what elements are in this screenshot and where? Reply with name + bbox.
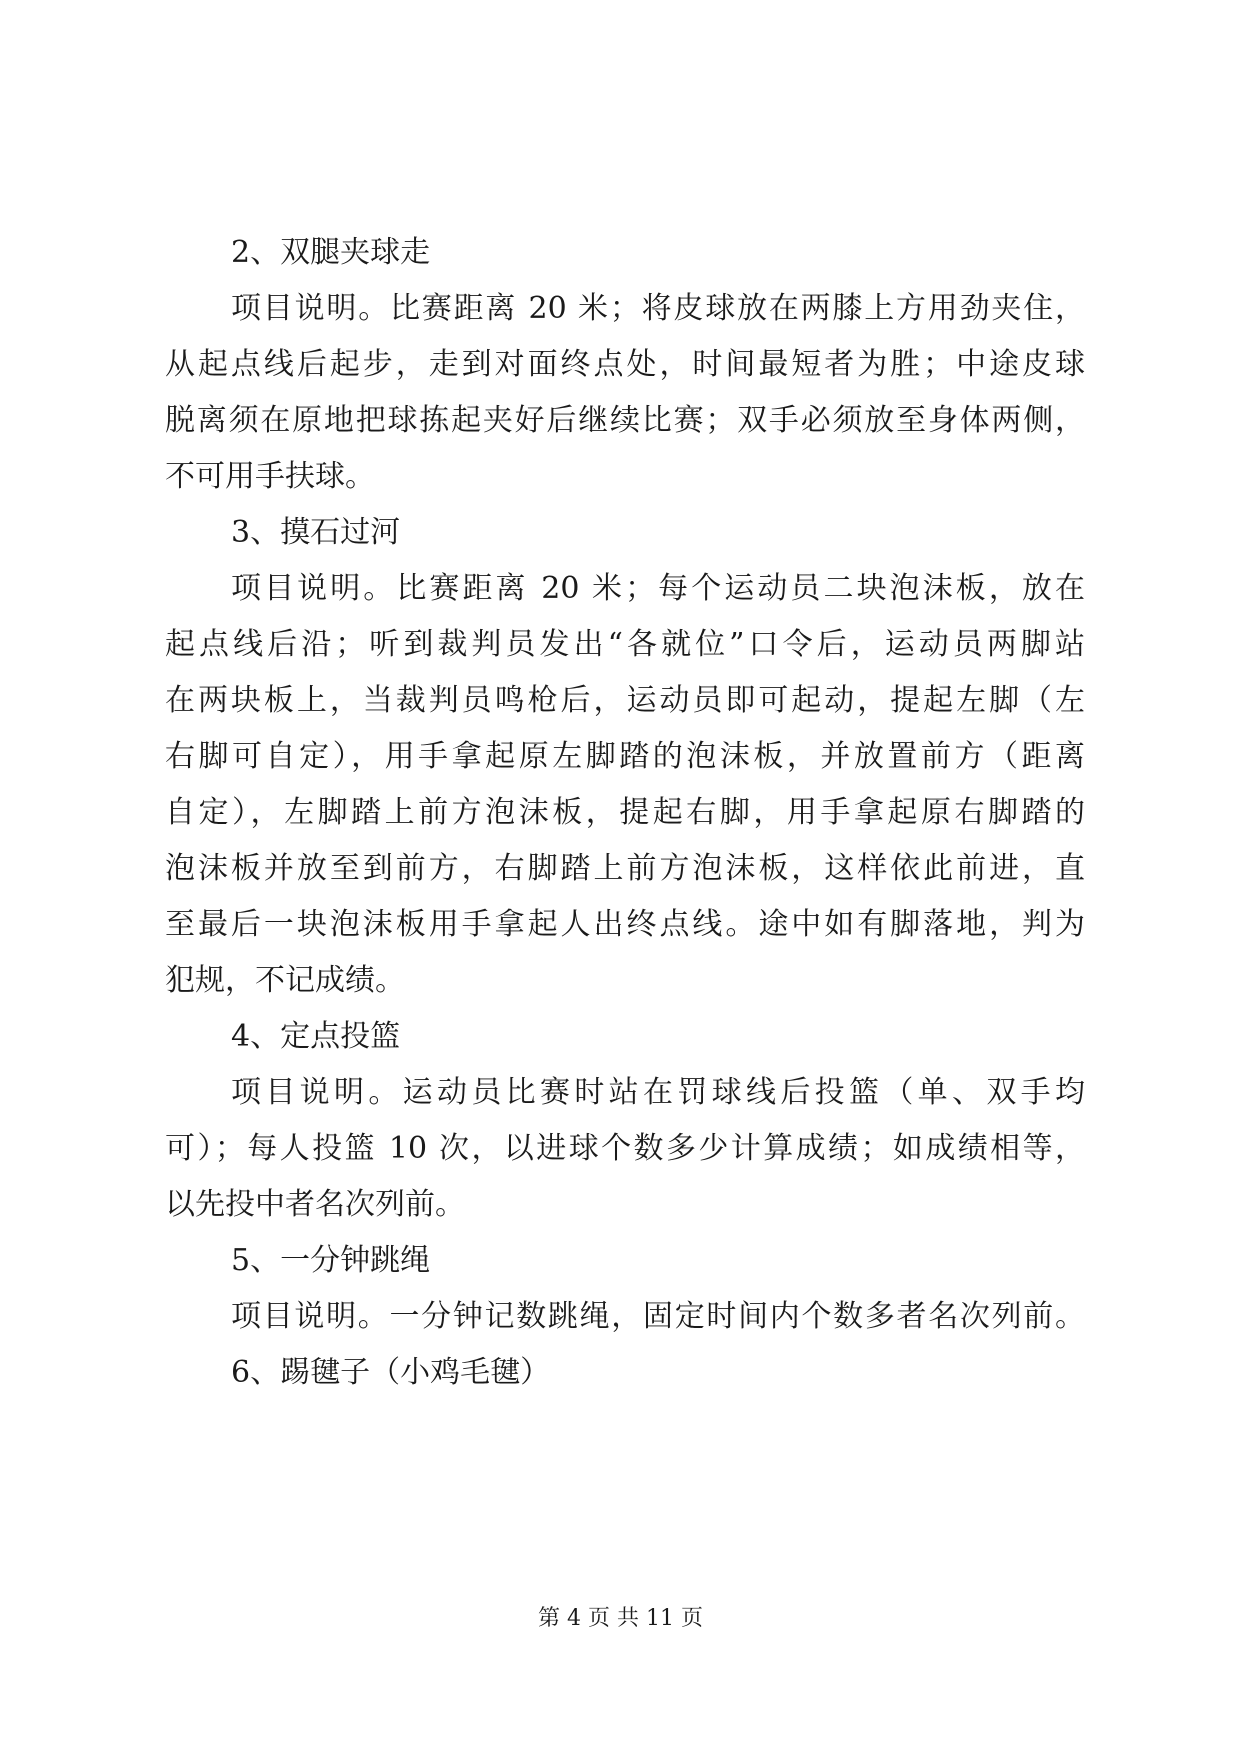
section-heading: 5、一分钟跳绳: [231, 1243, 431, 1278]
paragraph-line: 项目说明。比赛距离 20 米；将皮球放在两膝上方用劲夹住，: [231, 291, 1085, 326]
section-heading: 3、摸石过河: [231, 515, 401, 550]
paragraph-line: 至最后一块泡沫板用手拿起人出终点线。途中如有脚落地，判为: [165, 907, 1085, 942]
paragraph-line: 项目说明。运动员比赛时站在罚球线后投篮（单、双手均: [231, 1075, 1085, 1110]
section-heading: 4、定点投篮: [231, 1019, 401, 1054]
section-heading: 2、双腿夹球走: [231, 235, 431, 270]
paragraph-line: 犯规，不记成绩。: [165, 963, 405, 998]
paragraph-line: 以先投中者名次列前。: [165, 1187, 465, 1222]
section-heading: 6、踢毽子（小鸡毛毽）: [231, 1355, 551, 1390]
paragraph-line: 不可用手扶球。: [165, 459, 375, 494]
paragraph-line: 自定），左脚踏上前方泡沫板，提起右脚，用手拿起原右脚踏的: [165, 795, 1085, 830]
paragraph-line: 右脚可自定），用手拿起原左脚踏的泡沫板，并放置前方（距离: [165, 739, 1085, 774]
paragraph-line: 项目说明。比赛距离 20 米；每个运动员二块泡沫板，放在: [231, 571, 1085, 606]
paragraph-line: 在两块板上，当裁判员鸣枪后，运动员即可起动，提起左脚（左: [165, 683, 1085, 718]
paragraph-line: 起点线后沿；听到裁判员发出“各就位”口令后，运动员两脚站: [165, 627, 1085, 662]
page-footer: 第 4 页 共 11 页: [538, 1606, 703, 1631]
paragraph-line: 可）；每人投篮 10 次，以进球个数多少计算成绩；如成绩相等，: [165, 1131, 1085, 1166]
paragraph-line: 泡沫板并放至到前方，右脚踏上前方泡沫板，这样依此前进，直: [165, 851, 1085, 886]
paragraph-line: 从起点线后起步，走到对面终点处，时间最短者为胜；中途皮球: [165, 347, 1085, 382]
paragraph-line: 脱离须在原地把球拣起夹好后继续比赛；双手必须放至身体两侧，: [165, 403, 1085, 438]
paragraph-line: 项目说明。一分钟记数跳绳，固定时间内个数多者名次列前。: [231, 1299, 1085, 1334]
